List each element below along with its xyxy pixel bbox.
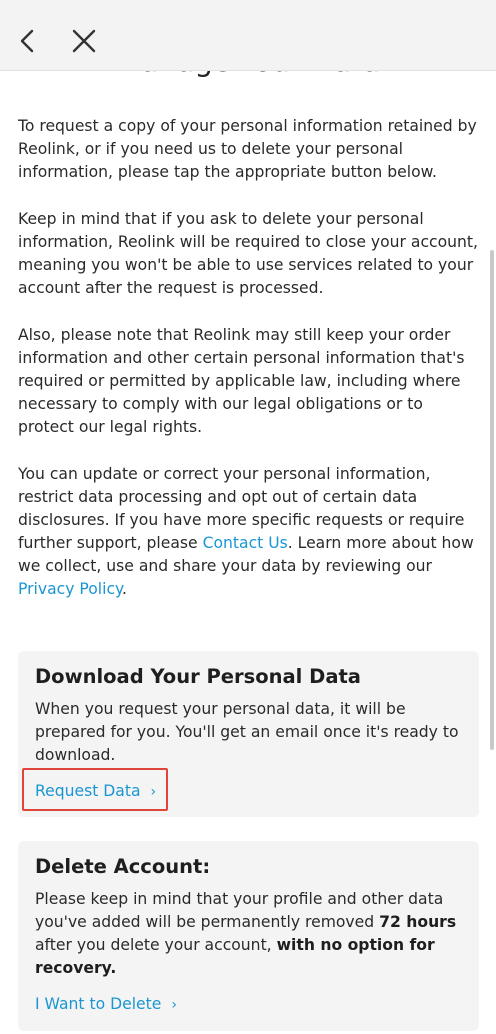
intro-paragraph-4-text-c: .	[122, 580, 128, 598]
request-data-highlight	[22, 768, 168, 811]
intro-paragraph-3: Also, please note that Reolink may still keep your order information and other certain personal information that's required or permitted by applicable law, including where necessary to comply with our legal obligations or to protect our legal rights.	[18, 326, 465, 436]
top-navigation-bar	[0, 0, 496, 71]
close-icon[interactable]	[70, 27, 98, 55]
delete-account-label: I Want to Delete	[35, 995, 162, 1013]
delete-desc-bold-recovery: with no option for recovery.	[35, 936, 435, 977]
intro-paragraph-4	[18, 463, 480, 601]
chevron-left-icon[interactable]	[14, 26, 42, 56]
delete-desc-text-b: after you delete your account,	[35, 936, 277, 954]
intro-paragraph-4-text-a: You can update or correct your personal information, restrict data processing and opt out of certain data disclosures. If you have more specific requests or require further support, please	[18, 465, 465, 552]
download-card-description: When you request your personal data, it will be prepared for you. You'll get an email once it's ready to download.	[35, 700, 459, 764]
intro-paragraph-4-text-b: . Learn more about how we collect, use and share your data by reviewing our	[18, 534, 474, 575]
delete-card-title: Delete Account:	[35, 855, 211, 878]
chevron-right-icon: ›	[171, 997, 177, 1013]
delete-card-description	[35, 888, 462, 980]
contact-us-link[interactable]: Contact Us	[202, 534, 288, 552]
delete-desc-text-a: Please keep in mind that your profile and other data you've added will be permanently removed	[35, 890, 444, 931]
privacy-policy-link[interactable]: Privacy Policy	[18, 580, 123, 598]
scrollbar[interactable]	[490, 250, 494, 750]
chevron-right-icon: ›	[150, 784, 157, 800]
delete-desc-bold-hours: 72 hours	[379, 913, 457, 931]
intro-text	[18, 115, 480, 625]
delete-account-button[interactable]	[35, 994, 177, 1015]
request-data-label: Request Data	[35, 782, 141, 800]
intro-paragraph-2: Keep in mind that if you ask to delete your personal information, Reolink will be required to close your account, meaning you won't be able to use services related to your account after the request is processed.	[18, 210, 478, 297]
request-data-button[interactable]	[35, 781, 156, 802]
download-card-title: Download Your Personal Data	[35, 665, 361, 688]
intro-paragraph-1: To request a copy of your personal information retained by Reolink, or if you need us to delete your personal information, please tap the appropriate button below.	[18, 117, 477, 181]
